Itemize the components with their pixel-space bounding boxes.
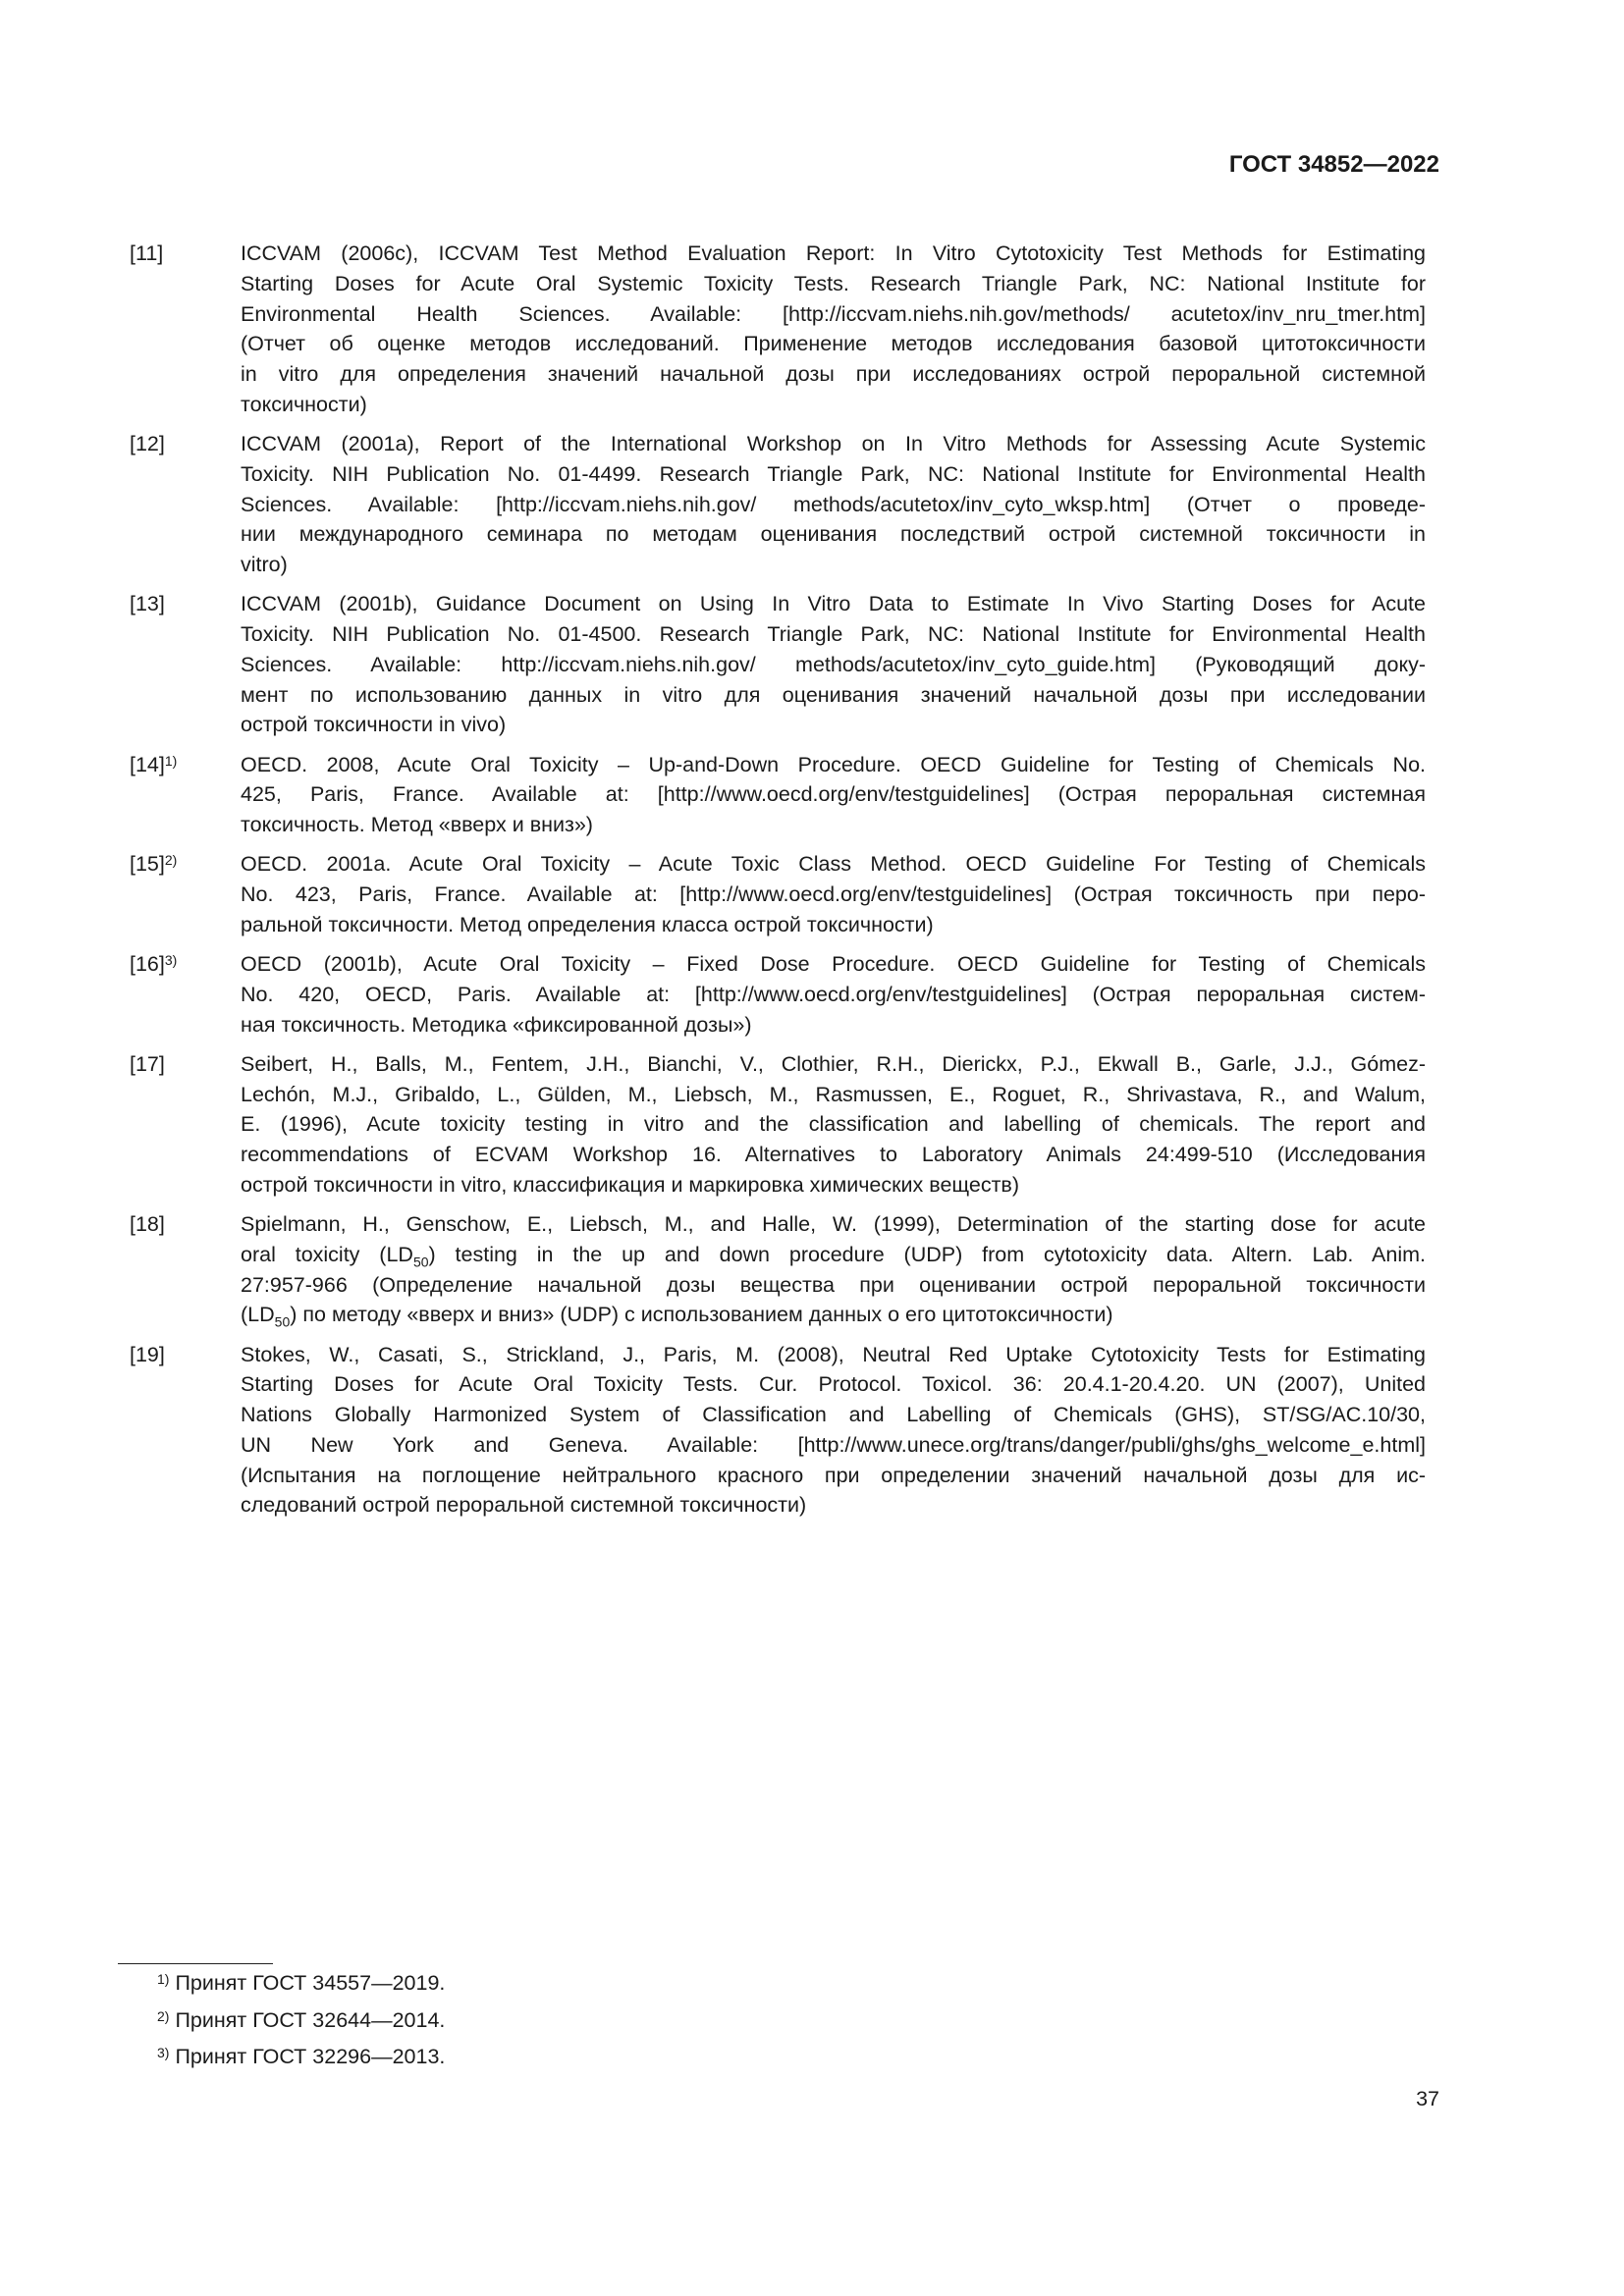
footnote-2 [157,2008,445,2033]
reference-line: in vitro для определения значений начальной дозы при исследованиях острой пероральной системной [241,362,1426,386]
reference-line: Starting Doses for Acute Oral Systemic Toxicity Tests. Research Triangle Park, NC: National Institute for [241,271,1426,295]
footnote-text: Принят ГОСТ 32644—2014. [175,2008,446,2032]
page-number: 37 [1416,2087,1439,2110]
text: ) testing in the up and down procedure (UDP) from cytotoxicity data. Altern. Lab. Anim. [428,1242,1426,1266]
reference-line: Environmental Health Sciences. Available: [http://iccvam.niehs.nih.gov/methods/ acutetox/inv_nru_tmer.htm] [241,301,1426,326]
reference-line: ICCVAM (2001a), Report of the International Workshop on In Vitro Methods for Assessing Acute Systemic [241,432,1426,455]
reference-number [130,1049,241,1201]
reference-text [241,1209,1426,1330]
reference-line: OECD. 2001a. Acute Oral Toxicity – Acute Toxic Class Method. OECD Guideline For Testing of Chemicals [241,852,1426,877]
reference-item [130,589,1426,740]
reference-line [241,1300,1426,1330]
reference-line: следований острой пероральной системной токсичности) [241,1493,807,1518]
footnote-marker: 2) [164,852,178,869]
number-text: [15] [130,852,165,877]
reference-line: токсичности) [241,392,367,416]
reference-line: Toxicity. NIH Publication No. 01-4499. Research Triangle Park, NC: National Institute for Environmental Health [241,461,1426,486]
reference-line: (Испытания на поглощение нейтрального красного при определении значений начальной дозы для ис- [241,1463,1426,1487]
bibliography-list [130,239,1426,1530]
reference-line: 27:957-966 (Определение начальной дозы вещества при оценивании острой пероральной токсичности [241,1272,1426,1297]
reference-item [130,849,1426,939]
reference-line [241,1240,1426,1270]
reference-text [241,589,1426,740]
reference-number [130,239,241,420]
reference-line: мент по использованию данных in vitro для оценивания значений начальной дозы при исследовании [241,682,1426,707]
text: ) по методу «вверх и вниз» (UDP) с использованием данных о его цитотоксичности) [290,1303,1113,1327]
number-text: [13] [130,592,165,616]
reference-text [241,239,1426,420]
reference-line: острой токсичности in vivo) [241,713,507,737]
reference-line: Starting Doses for Acute Oral Toxicity Tests. Cur. Protocol. Toxicol. 36: 20.4.1-20.4.20. UN (2007), United [241,1372,1426,1397]
reference-line: vitro) [241,553,288,576]
reference-number [130,589,241,740]
reference-number [130,1340,241,1522]
number-text: [19] [130,1342,165,1366]
reference-item [130,750,1426,840]
reference-line: Lechón, M.J., Gribaldo, L., Gülden, M., Liebsch, M., Rasmussen, E., Roguet, R., Shrivastava, R., and Walum, [241,1082,1426,1106]
number-text: [12] [130,432,165,455]
reference-text [241,1340,1426,1522]
reference-line: 425, Paris, France. Available at: [http://www.oecd.org/env/testguidelines] (Острая пероральная системная [241,782,1426,807]
reference-line: ная токсичность. Методика «фиксированной дозы») [241,1012,752,1037]
reference-line: No. 420, OECD, Paris. Available at: [http://www.oecd.org/env/testguidelines] (Острая пероральная систем- [241,982,1426,1006]
number-text: [14] [130,752,165,776]
reference-item [130,949,1426,1040]
reference-line: ICCVAM (2001b), Guidance Document on Using In Vitro Data to Estimate In Vivo Starting Doses for Acute [241,592,1426,616]
reference-line: Sciences. Available: http://iccvam.niehs.nih.gov/ methods/acutetox/inv_cyto_guide.htm] (Руководящий доку- [241,652,1426,676]
number-text: [17] [130,1051,165,1076]
document-designation: ГОСТ 34852—2022 [1228,151,1439,178]
reference-line: Nations Globally Harmonized System of Classification and Labelling of Chemicals (GHS), ST/SG/AC.10/30, [241,1403,1426,1426]
reference-text [241,949,1426,1040]
footnote-text: Принят ГОСТ 34557—2019. [175,1971,446,1995]
reference-line: No. 423, Paris, France. Available at: [http://www.oecd.org/env/testguidelines] (Острая токсичность при перо- [241,882,1426,906]
reference-line: Spielmann, H., Genschow, E., Liebsch, M., and Halle, W. (1999), Determination of the starting dose for acute [241,1212,1426,1236]
reference-line: токсичность. Метод «вверх и вниз») [241,813,593,836]
reference-number [130,750,241,840]
reference-line: OECD (2001b), Acute Oral Toxicity – Fixed Dose Procedure. OECD Guideline for Testing of Chemicals [241,952,1426,976]
reference-line: OECD. 2008, Acute Oral Toxicity – Up-and-Down Procedure. OECD Guideline for Testing of Chemicals No. [241,752,1426,776]
footnote-separator [118,1963,273,1964]
footnote-mark: 1) [157,1971,170,1987]
reference-number [130,949,241,1040]
reference-line: E. (1996), Acute toxicity testing in vitro and the classification and labelling of chemicals. The report and [241,1112,1426,1137]
reference-line: острой токсичности in vitro, классификация и маркировка химических веществ) [241,1172,1020,1197]
reference-text [241,750,1426,840]
reference-line: ICCVAM (2006c), ICCVAM Test Method Evaluation Report: In Vitro Cytotoxicity Test Methods for Estimating [241,241,1426,265]
footnote-marker: 3) [164,952,178,968]
reference-line: UN New York and Geneva. Available: [http://www.unece.org/trans/danger/publi/ghs/ghs_welcome_e.html] [241,1432,1426,1457]
reference-number [130,849,241,939]
reference-line: нии международного семинара по методам оценивания последствий острой системной токсичности in [241,522,1426,547]
reference-item [130,429,1426,580]
reference-line: (Отчет об оценке методов исследований. Применение методов исследования базовой цитотоксичности [241,332,1426,356]
reference-line: recommendations of ECVAM Workshop 16. Alternatives to Laboratory Animals 24:499-510 (Исследования [241,1143,1426,1166]
footnote-mark: 2) [157,2008,170,2024]
reference-line: Seibert, H., Balls, M., Fentem, J.H., Bianchi, V., Clothier, R.H., Dierickx, P.J., Ekwall B., Garle, J.J., Gómez- [241,1051,1426,1076]
reference-item [130,1340,1426,1522]
text: (LD [241,1303,275,1327]
subscript: 50 [412,1254,429,1270]
reference-number [130,429,241,580]
reference-line: Toxicity. NIH Publication No. 01-4500. Research Triangle Park, NC: National Institute for Environmental Health [241,622,1426,646]
reference-line: ральной токсичности. Метод определения класса острой токсичности) [241,912,934,936]
footnote-marker: 1) [164,752,178,769]
reference-text [241,1049,1426,1201]
footnote-text: Принят ГОСТ 32296—2013. [175,2045,446,2068]
footnote-mark: 3) [157,2045,170,2060]
number-text: [16] [130,952,165,976]
subscript: 50 [274,1313,291,1330]
reference-item [130,239,1426,420]
text: oral toxicity (LD [241,1242,413,1266]
reference-item [130,1049,1426,1201]
reference-text [241,849,1426,939]
footnote-1 [157,1971,445,1996]
reference-text [241,429,1426,580]
reference-number: [18] [130,1212,165,1236]
reference-line: Stokes, W., Casati, S., Strickland, J., Paris, M. (2008), Neutral Red Uptake Cytotoxicity Tests for Estimating [241,1342,1426,1366]
footnote-3 [157,2045,445,2069]
reference-line: Sciences. Available: [http://iccvam.niehs.nih.gov/ methods/acutetox/inv_cyto_wksp.htm] (Отчет о проведе- [241,492,1426,516]
reference-18 [130,1209,1426,1330]
number-text: [11] [130,241,164,265]
